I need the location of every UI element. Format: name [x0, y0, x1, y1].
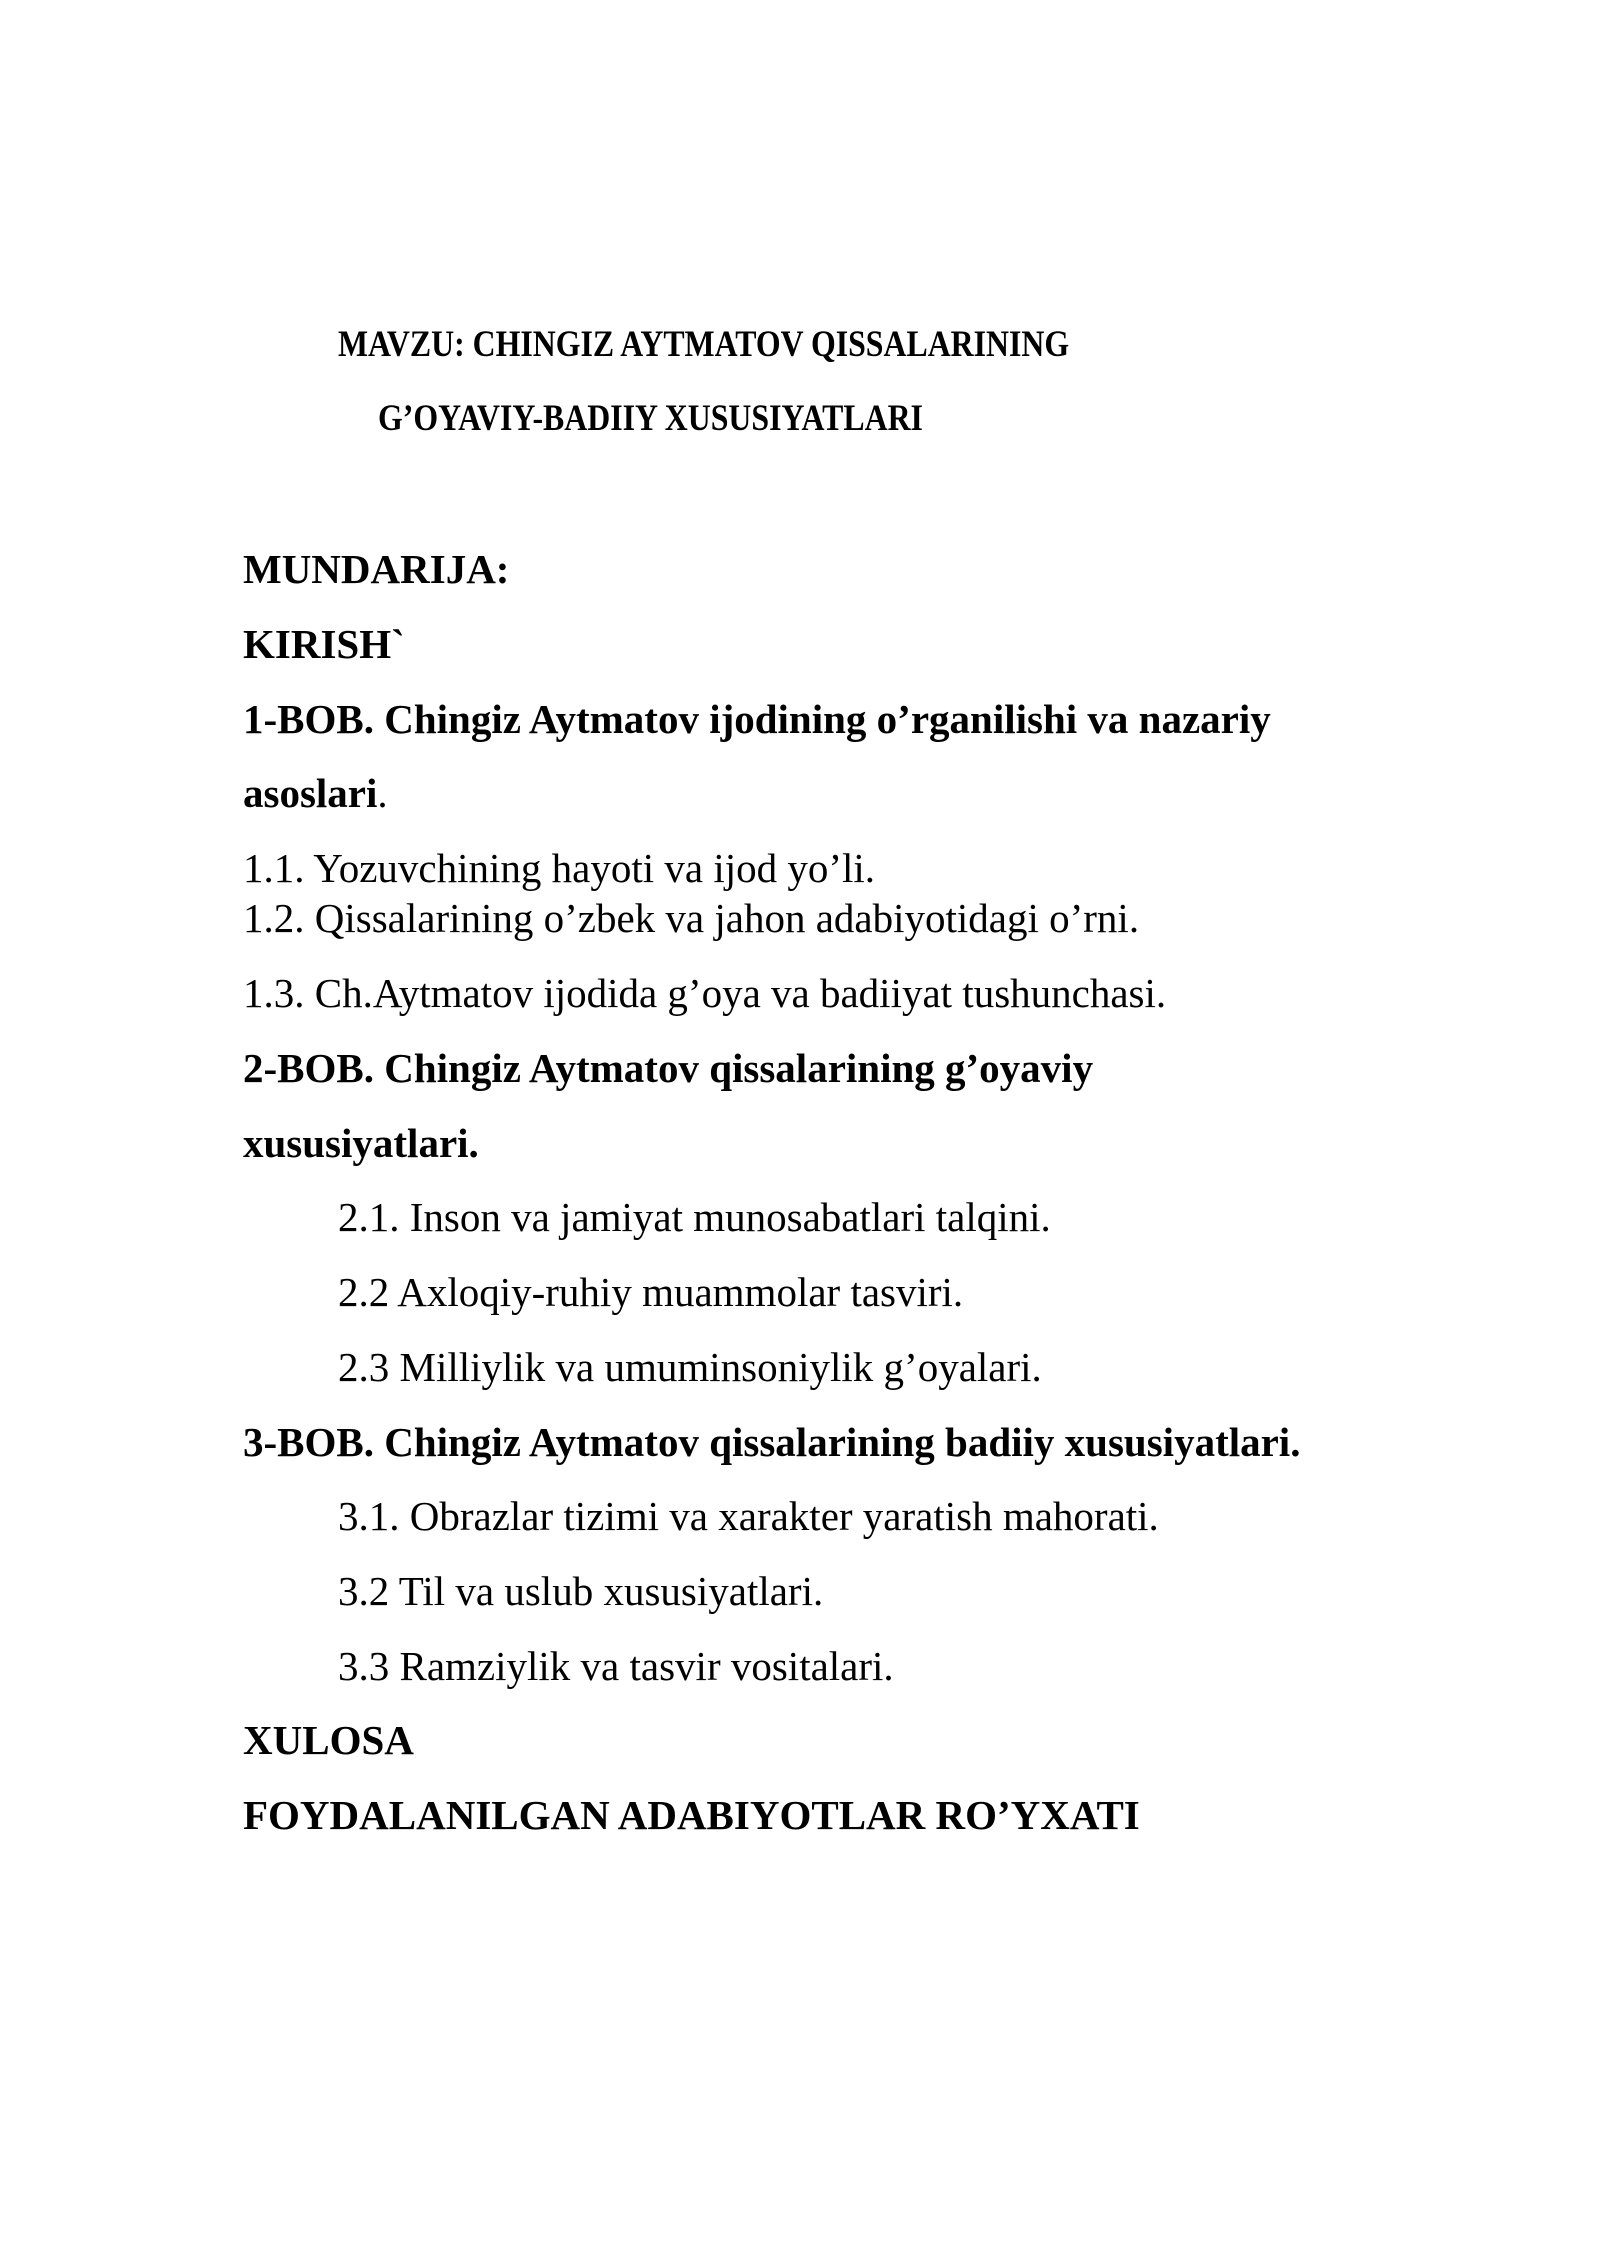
- toc-conclusion: XULOSA: [243, 1717, 414, 1763]
- title-line-1: MAVZU: CHINGIZ AYTMATOV QISSALARINING: [338, 324, 1070, 365]
- toc-section-3-3: 3.3 Ramziylik va tasvir vositalari.: [338, 1643, 894, 1689]
- toc-section-2-2: 2.2 Axloqiy-ruhiy muammolar tasviri.: [338, 1269, 964, 1315]
- toc-chapter-2-line-2: xususiyatlari.: [243, 1120, 479, 1166]
- toc-chapter-1-line-2: [243, 770, 388, 816]
- toc-section-2-1: 2.1. Inson va jamiyat munosabatlari talqini.: [338, 1194, 1051, 1240]
- toc-section-3-1: 3.1. Obrazlar tizimi va xarakter yaratish mahorati.: [338, 1493, 1159, 1539]
- contents-heading: MUNDARIJA:: [243, 546, 510, 592]
- toc-chapter-3: 3-BOB. Chingiz Aytmatov qissalarining badiiy xususiyatlari.: [243, 1419, 1301, 1465]
- toc-references: FOYDALANILGAN ADABIYOTLAR RO’YXATI: [243, 1792, 1140, 1838]
- toc-section-2-3: 2.3 Milliylik va umuminsoniylik g’oyalari.: [338, 1344, 1042, 1390]
- toc-chapter-2-line-1: 2-BOB. Chingiz Aytmatov qissalarining g’oyaviy: [243, 1045, 1094, 1091]
- toc-section-1-1: 1.1. Yozuvchining hayoti va ijod yo’li.: [243, 845, 876, 891]
- title-line-2: G’OYAVIY-BADIIY XUSUSIYATLARI: [378, 398, 923, 439]
- toc-intro: KIRISH`: [243, 621, 405, 667]
- toc-section-3-2: 3.2 Til va uslub xususiyatlari.: [338, 1568, 824, 1614]
- toc-section-1-2: 1.2. Qissalarining o’zbek va jahon adabiyotidagi o’rni.: [243, 895, 1140, 941]
- toc-section-1-3: 1.3. Ch.Aytmatov ijodida g’oya va badiiyat tushunchasi.: [243, 970, 1167, 1016]
- toc-chapter-1-line-2-period: .: [377, 770, 388, 816]
- toc-chapter-1-line-2-text: asoslari: [243, 770, 378, 816]
- toc-chapter-1-line-1: 1-BOB. Chingiz Aytmatov ijodining o’rganilishi va nazariy: [243, 696, 1271, 742]
